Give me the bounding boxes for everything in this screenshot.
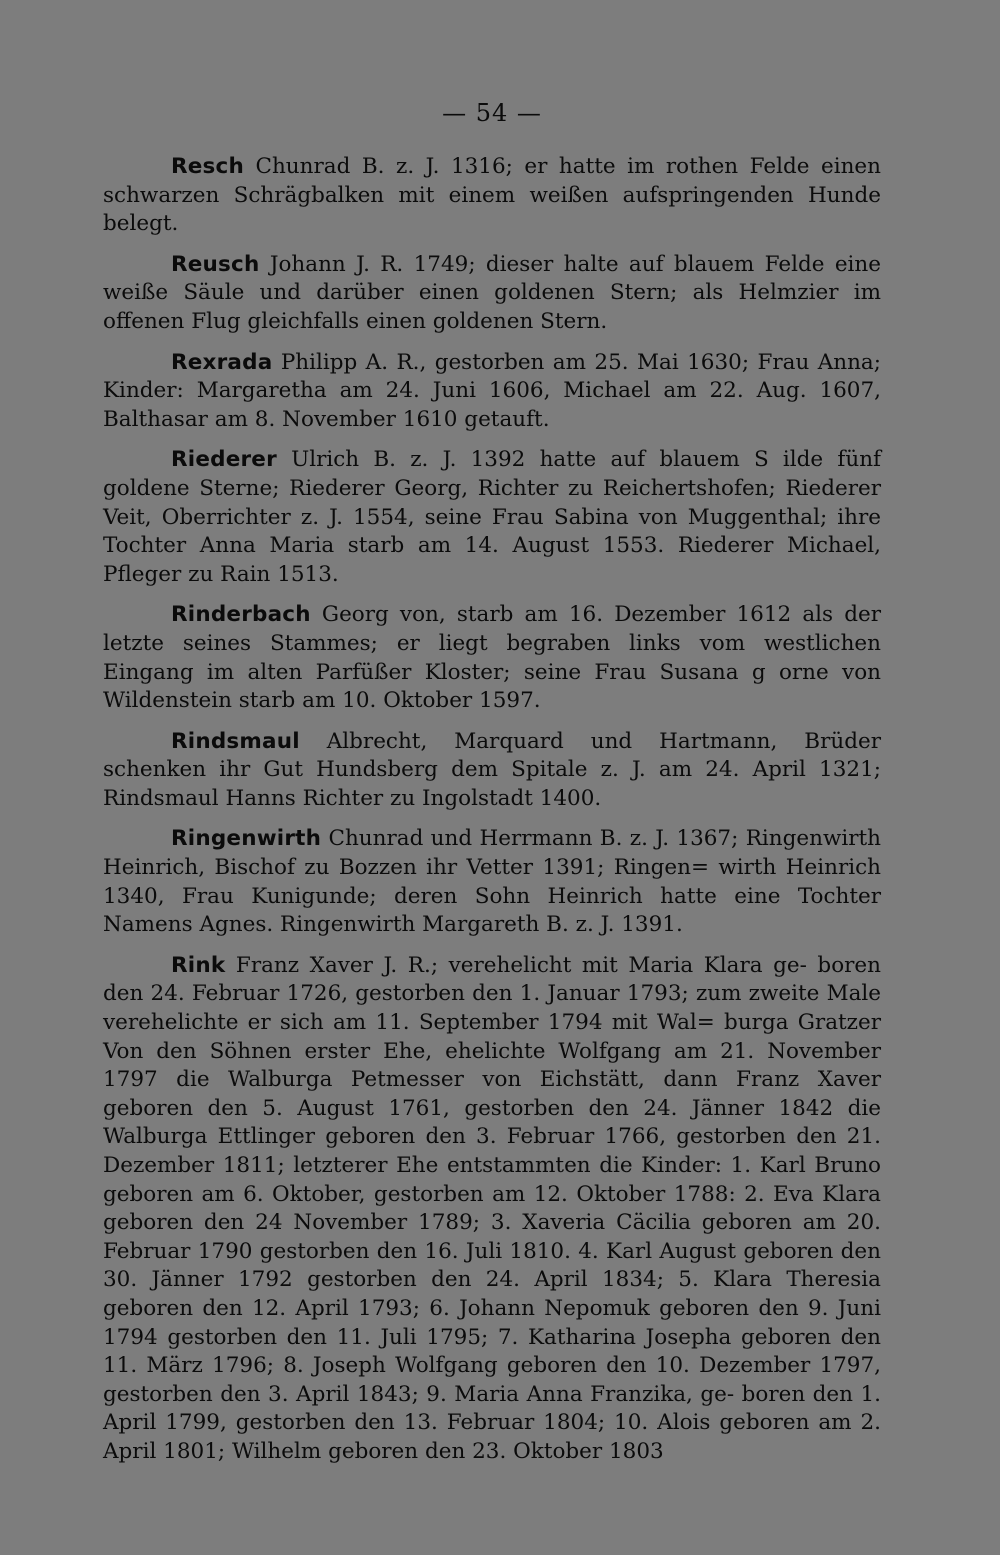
entry-riederer xyxy=(103,446,881,589)
entry-rink xyxy=(103,952,881,1467)
entry-surname: Riederer xyxy=(171,447,277,473)
entry-surname: Rink xyxy=(171,952,226,978)
entry-rindsmaul xyxy=(103,728,881,814)
entry-text: Albrecht, Marquard und Hartmann, Brüder schenken ihr Gut Hundsberg dem Spitale z. J. am 24. April 1321; Rindsmaul Hanns Richter zu Ingolstadt 1400. xyxy=(103,728,881,811)
entry-text: Georg von, starb am 16. Dezember 1612 als der letzte seines Stammes; er liegt begraben links vom westlichen Eingang im alten Parfüßer Kloster; seine Frau Susana g orne von Wildenstein starb am 10. Oktober 1597. xyxy=(103,602,881,714)
entry-text: Franz Xaver J. R.; verehelicht mit Maria Klara ge- boren den 24. Februar 1726, gestorben den 1. Januar 1793; zum zweite Male verehelichte er sich am 11. September 1794 mit Wal= burga Gratzer Von den Söhnen erster Ehe, ehelichte Wolfgang am 21. November 1797 die Walburga Petmesser von Eichstätt, dann Franz Xaver geboren den 5. August 1761, gestorben den 24. Jänner 1842 die Walburga Ettlinger geboren den 3. Februar 1766, gestorben den 21. Dezember 1811; letzterer Ehe entstammten die Kinder: 1. Karl Bruno geboren am 6. Oktober, gestorben am 12. Oktober 1788: 2. Eva Klara geboren den 24 November 1789; 3. Xaveria Cäcilia geboren am 20. Februar 1790 gestorben den 16. Juli 1810. 4. Karl August geboren den 30. Jänner 1792 gestorben den 24. April 1834; 5. Klara Theresia geboren den 12. April 1793; 6. Johann Nepomuk geboren den 9. Juni 1794 gestorben den 11. Juli 1795; 7. Katharina Josepha geboren den 11. März 1796; 8. Joseph Wolfgang geboren den 10. Dezember 1797, gestorben den 3. April 1843; 9. Maria Anna Franzika, ge- boren den 1. April 1799, gestorben den 13. Februar 1804; 10. Alois geboren am 2. April 1801; Wilhelm geboren den 23. Oktober 1803 xyxy=(103,952,881,1464)
entry-rinderbach xyxy=(103,601,881,715)
entry-surname: Rinderbach xyxy=(171,602,311,628)
entry-text: Chunrad B. z. J. 1316; er hatte im rothen Felde einen schwarzen Schrägbalken mit einem weißen aufspringenden Hunde belegt. xyxy=(103,154,881,237)
entry-surname: Resch xyxy=(171,154,244,179)
entry-rexrada xyxy=(103,349,881,435)
entry-text: Chunrad und Herrmann B. z. J. 1367; Ringenwirth Heinrich, Bischof zu Bozzen ihr Vetter 1391; Ringen= wirth Heinrich 1340, Frau Kunigunde; deren Sohn Heinrich hatte eine Tochter Namens Agnes. Ringenwirth Margareth B. z. J. 1391. xyxy=(103,826,881,938)
page-number: — 54 — xyxy=(442,99,542,127)
entry-surname: Rexrada xyxy=(171,349,273,375)
document-page xyxy=(103,98,881,1479)
entry-reusch xyxy=(103,251,881,337)
entry-ringenwirth xyxy=(103,825,881,939)
entry-text: Philipp A. R., gestorben am 25. Mai 1630; Frau Anna; Kinder: Margaretha am 24. Juni 1606, Michael am 22. Aug. 1607, Balthasar am 8. November 1610 getauft. xyxy=(103,349,881,432)
entry-text: Johann J. R. 1749; dieser halte auf blauem Felde eine weiße Säule und darüber einen goldenen Stern; als Helmzier im offenen Flug gleichfalls einen goldenen Stern. xyxy=(103,251,881,334)
entry-surname: Ringenwirth xyxy=(171,826,322,852)
entry-surname: Rindsmaul xyxy=(171,728,300,754)
entry-surname: Reusch xyxy=(171,251,260,277)
entry-resch xyxy=(103,153,881,239)
entry-text: Ulrich B. z. J. 1392 hatte auf blauem S ilde fünf goldene Sterne; Riederer Georg, Richter zu Reichertshofen; Riederer Veit, Oberrichter z. J. 1554, seine Frau Sabina von Muggenthal; ihre Tochter Anna Maria starb am 14. August 1553. Riederer Michael, Pfleger zu Rain 1513. xyxy=(103,447,881,587)
